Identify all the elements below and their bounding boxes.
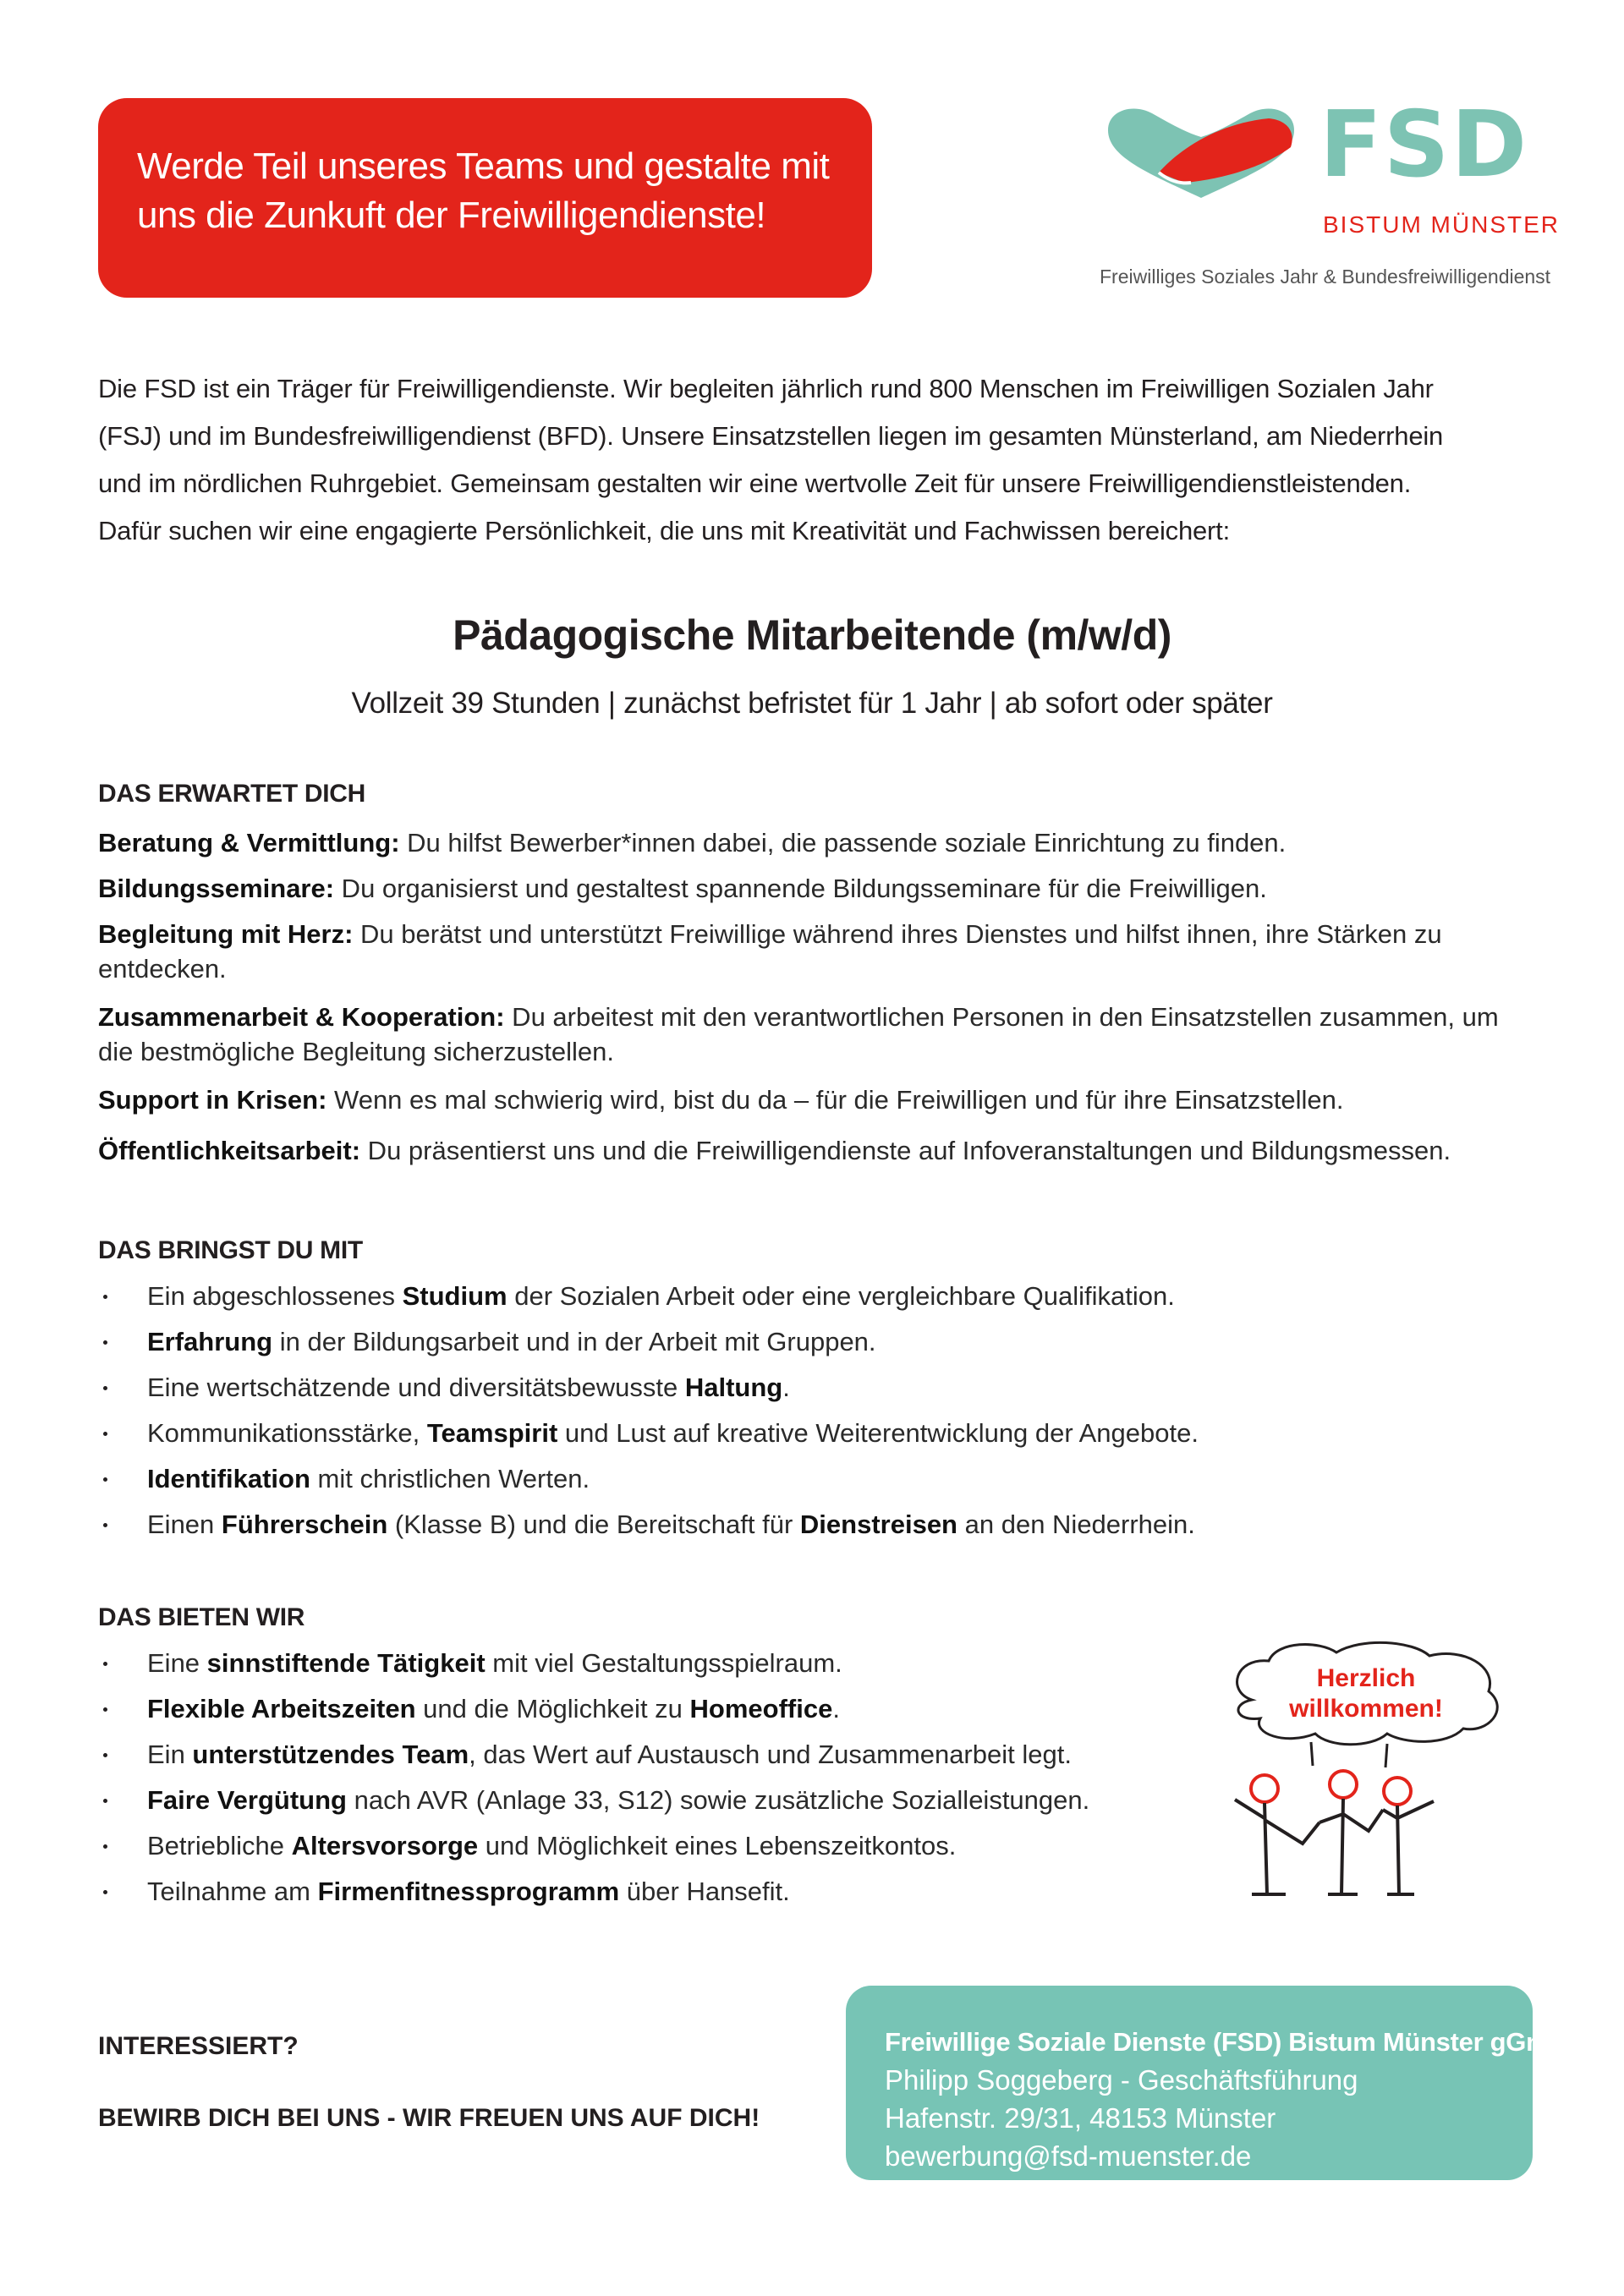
item-text: in der Bildungsarbeit und in der Arbeit mit Gruppen. bbox=[272, 1327, 876, 1356]
item-text: und Möglichkeit eines Lebenszeitkontos. bbox=[478, 1831, 957, 1860]
contact-person: Philipp Soggeberg - Geschäftsführung bbox=[885, 2064, 1358, 2096]
expect-item-text: Du berätst und unterstützt Freiwillige während ihres Dienstes und hilfst ihnen, ihre Stärken zu entdecken. bbox=[98, 919, 1442, 984]
expect-item-text: Du organisierst und gestaltest spannende Bildungsseminare für die Freiwilligen. bbox=[334, 874, 1267, 903]
expect-item-label: Öffentlichkeitsarbeit: bbox=[98, 1136, 361, 1165]
intro-line: Die FSD ist ein Träger für Freiwilligendienste. Wir begleiten jährlich rund 800 Menschen im Freiwilligen Sozialen Jahr bbox=[98, 374, 1434, 403]
job-meta: Vollzeit 39 Stunden | zunächst befristet für 1 Jahr | ab sofort oder später bbox=[351, 687, 1273, 720]
expect-item bbox=[98, 825, 1536, 860]
logo-brand: FSD bbox=[1320, 92, 1529, 198]
item-highlight: Führerschein bbox=[221, 1510, 388, 1539]
item-highlight: Firmenfitnessprogramm bbox=[317, 1877, 620, 1906]
logo-region: BISTUM MÜNSTER bbox=[1323, 211, 1560, 238]
expect-item-label: Support in Krisen: bbox=[98, 1085, 327, 1115]
item-text: und Lust auf kreative Weiterentwicklung der Angebote. bbox=[557, 1418, 1199, 1448]
expect-item-label: Begleitung mit Herz: bbox=[98, 919, 354, 949]
item-highlight: Dienstreisen bbox=[799, 1510, 957, 1539]
headline-line-1: Werde Teil unseres Teams und gestalte mit bbox=[137, 145, 830, 187]
list-item bbox=[98, 1274, 1175, 1319]
contact-email[interactable]: bewerbung@fsd-muenster.de bbox=[885, 2140, 1252, 2172]
item-text: Einen bbox=[147, 1510, 222, 1539]
bubble-line-2: willkommen! bbox=[1289, 1695, 1443, 1723]
item-highlight: Faire Vergütung bbox=[147, 1785, 347, 1815]
job-title: Pädagogische Mitarbeitende (m/w/d) bbox=[453, 611, 1171, 659]
contact-address: Hafenstr. 29/31, 48153 Münster bbox=[885, 2102, 1276, 2134]
item-text: , das Wert auf Austausch und Zusammenarbeit legt. bbox=[469, 1740, 1072, 1769]
people-figures-icon bbox=[1235, 1771, 1434, 1894]
expect-item-text: Du hilfst Bewerber*innen dabei, die passende soziale Einrichtung zu finden. bbox=[399, 828, 1287, 858]
item-highlight: Flexible Arbeitszeiten bbox=[147, 1694, 416, 1723]
list-item bbox=[98, 1456, 1164, 1502]
section-heading-bring: DAS BRINGST DU MIT bbox=[98, 1236, 363, 1264]
intro-paragraph bbox=[98, 365, 1536, 555]
item-highlight: Teamspirit bbox=[426, 1418, 558, 1448]
expect-item-text: Wenn es mal schwierig wird, bist du da – für die Freiwilligen und für ihre Einsatzstellen. bbox=[326, 1085, 1344, 1115]
bring-list bbox=[98, 1274, 1199, 1548]
item-text: nach AVR (Anlage 33, S12) sowie zusätzliche Sozialleistungen. bbox=[346, 1785, 1090, 1815]
item-text: Eine bbox=[147, 1648, 207, 1678]
section-heading-expect: DAS ERWARTET DICH bbox=[98, 780, 366, 808]
item-highlight: Identifikation bbox=[147, 1464, 310, 1493]
item-text: Eine wertschätzende und diversitätsbewusste bbox=[147, 1373, 685, 1402]
headline-banner bbox=[98, 98, 872, 298]
intro-line: (FSJ) und im Bundesfreiwilligendienst (BFD). Unsere Einsatzstellen liegen im gesamten Münsterland, am Niederrhein bbox=[98, 421, 1444, 451]
expect-item-label: Bildungsseminare: bbox=[98, 874, 335, 903]
item-text: Ein abgeschlossenes bbox=[147, 1281, 403, 1311]
list-item bbox=[98, 1365, 1164, 1411]
handshake-heart-icon bbox=[1100, 98, 1303, 208]
item-text: Teilnahme am bbox=[147, 1877, 318, 1906]
list-item bbox=[98, 1823, 1164, 1869]
bubble-line-1: Herzlich bbox=[1316, 1664, 1416, 1692]
expect-item-text: Du präsentierst uns und die Freiwilligendienste auf Infoveranstaltungen und Bildungsmessen. bbox=[360, 1136, 1451, 1165]
expect-item bbox=[98, 1000, 1536, 1069]
item-highlight: Altersvorsorge bbox=[291, 1831, 479, 1860]
item-text: (Klasse B) und die Bereitschaft für bbox=[387, 1510, 800, 1539]
item-text: an den Niederrhein. bbox=[957, 1510, 1195, 1539]
contact-org: Freiwillige Soziale Dienste (FSD) Bistum Münster gGmbH bbox=[885, 2027, 1584, 2057]
item-highlight: sinnstiftende Tätigkeit bbox=[206, 1648, 486, 1678]
list-item bbox=[98, 1869, 1164, 1915]
expect-item-text: Du arbeitest mit den verantwortlichen Personen in den Einsatzstellen zusammen, um die bestmögliche Begleitung sicherzustellen. bbox=[98, 1002, 1499, 1066]
item-text: Betriebliche bbox=[147, 1831, 292, 1860]
expect-item bbox=[98, 917, 1536, 986]
expect-item bbox=[98, 871, 1536, 906]
fsd-logo bbox=[1100, 92, 1560, 306]
list-item bbox=[98, 1641, 1164, 1686]
contact-box bbox=[846, 1986, 1584, 2180]
item-text: Kommunikationsstärke, bbox=[147, 1418, 427, 1448]
expect-item-label: Beratung & Vermittlung: bbox=[98, 828, 400, 858]
welcome-illustration bbox=[1218, 1641, 1522, 1920]
item-text: Ein bbox=[147, 1740, 193, 1769]
list-item bbox=[98, 1686, 1164, 1732]
item-highlight: Haltung bbox=[684, 1373, 783, 1402]
item-text: . bbox=[832, 1694, 840, 1723]
item-text: der Sozialen Arbeit oder eine vergleichbare Qualifikation. bbox=[507, 1281, 1175, 1311]
item-text: mit christlichen Werten. bbox=[310, 1464, 590, 1493]
item-text: mit viel Gestaltungsspielraum. bbox=[485, 1648, 842, 1678]
headline-line-2: uns die Zunkuft der Freiwilligendienste! bbox=[137, 195, 766, 236]
list-item bbox=[98, 1502, 1195, 1548]
section-heading-offer: DAS BIETEN WIR bbox=[98, 1603, 305, 1631]
expect-item bbox=[98, 1133, 1536, 1168]
list-item bbox=[98, 1319, 1164, 1365]
item-highlight: Homeoffice bbox=[689, 1694, 833, 1723]
item-text: über Hansefit. bbox=[619, 1877, 790, 1906]
logo-tagline: Freiwilliges Soziales Jahr & Bundesfreiwilligendienst bbox=[1100, 266, 1551, 288]
cta-apply: BEWIRB DICH BEI UNS - WIR FREUEN UNS AUF DICH! bbox=[98, 2104, 760, 2132]
list-item bbox=[98, 1778, 1164, 1823]
item-text: und die Möglichkeit zu bbox=[415, 1694, 690, 1723]
list-item bbox=[98, 1411, 1199, 1456]
expect-item-label: Zusammenarbeit & Kooperation: bbox=[98, 1002, 505, 1032]
expect-item bbox=[98, 1082, 1536, 1117]
item-highlight: Studium bbox=[402, 1281, 508, 1311]
cta-interested: INTERESSIERT? bbox=[98, 2032, 299, 2060]
offer-list bbox=[98, 1641, 1164, 1915]
item-highlight: Erfahrung bbox=[147, 1327, 273, 1356]
list-item bbox=[98, 1732, 1164, 1778]
intro-line: und im nördlichen Ruhrgebiet. Gemeinsam gestalten wir eine wertvolle Zeit für unsere Freiwilligendienstleistenden. bbox=[98, 469, 1412, 498]
item-text: . bbox=[782, 1373, 790, 1402]
intro-line: Dafür suchen wir eine engagierte Persönlichkeit, die uns mit Kreativität und Fachwissen bereichert: bbox=[98, 516, 1230, 545]
item-highlight: unterstützendes Team bbox=[192, 1740, 469, 1769]
